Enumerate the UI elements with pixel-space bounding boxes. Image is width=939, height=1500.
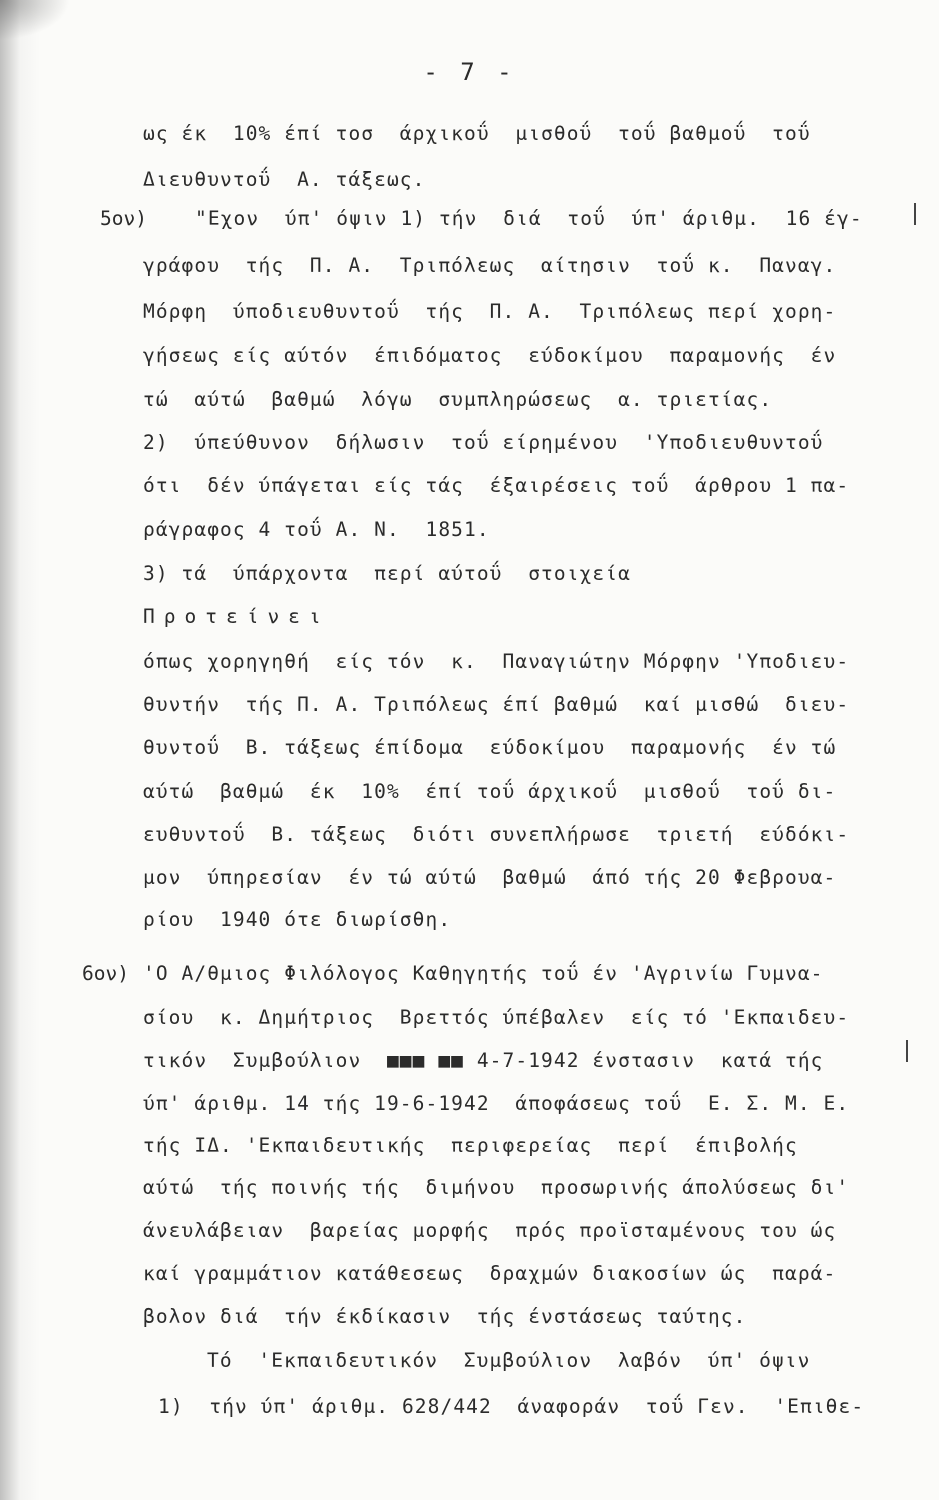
text-line: Τό 'Εκπαιδευτικόν Συμβούλιον λαβόν ύπ' όψιν [207, 1349, 811, 1372]
text-line: τικόν Συμβούλιον ■■■ ■■ 4-7-1942 ένστασιν κατά τής [143, 1049, 824, 1072]
text-line: γράφου τής Π. Α. Τριπόλεως αίτησιν τοΰ κ. Παναγ. [143, 254, 837, 277]
text-line: ρίου 1940 ότε διωρίσθη. [143, 908, 452, 931]
text-line: ύπ' άριθμ. 14 τής 19-6-1942 άποφάσεως τοΰ Ε. Σ. Μ. Ε. [143, 1092, 850, 1115]
margin-mark [906, 1040, 908, 1062]
text-line: μον ύπηρεσίαν έν τώ αύτώ βαθμώ άπό τής 20 Φεβρουα- [143, 866, 837, 889]
item-marker-5: 5ον) [100, 207, 147, 230]
text-line: τής ΙΔ. 'Εκπαιδευτικής περιφερείας περί έπιβολής [143, 1134, 798, 1157]
text-line: θυντοΰ Β. τάξεως έπίδομα εύδοκίμου παραμονής έν τώ [143, 736, 837, 759]
scan-edge-shadow [0, 0, 40, 1500]
text-line: Διευθυντοΰ Α. τάξεως. [143, 168, 426, 191]
text-line-heading: Προτείνει [143, 605, 330, 628]
text-line: τώ αύτώ βαθμώ λόγω συμπληρώσεως α. τριετίας. [143, 388, 773, 411]
text-line: σίου κ. Δημήτριος Βρεττός ύπέβαλεν είς τό 'Εκπαιδευ- [143, 1006, 850, 1029]
text-line: "Εχον ύπ' όψιν 1) τήν διά τοΰ ύπ' άριθμ. 16 έγ- [195, 207, 863, 230]
text-line: ως έκ 10% έπί τοσ άρχικοΰ μισθοΰ τοΰ βαθμοΰ τοΰ [143, 122, 811, 145]
text-line: ευθυντοΰ Β. τάξεως διότι συνεπλήρωσε τριετή εύδόκι- [143, 823, 850, 846]
page-number: - 7 - [423, 58, 516, 86]
text-line: αύτώ βαθμώ έκ 10% έπί τοΰ άρχικοΰ μισθοΰ τοΰ δι- [143, 780, 837, 803]
text-line: καί γραμμάτιον κατάθεσεως δραχμών διακοσίων ώς παρά- [143, 1262, 837, 1285]
text-line: 1) τήν ύπ' άριθμ. 628/442 άναφοράν τοΰ Γεν. 'Επιθε- [158, 1395, 865, 1418]
item-marker-6: 6ον) [82, 962, 129, 985]
text-line: θυντήν τής Π. Α. Τριπόλεως έπί βαθμώ καί μισθώ διευ- [143, 693, 850, 716]
text-line: άνευλάβειαν βαρείας μορφής πρός προϊσταμένους του ώς [143, 1219, 837, 1242]
text-line: γήσεως είς αύτόν έπιδόματος εύδοκίμου παραμονής έν [143, 344, 837, 367]
margin-mark [914, 203, 916, 225]
scan-corner-shadow [0, 0, 70, 40]
text-line: 'Ο Α/θμιος Φιλόλογος Καθηγητής τοΰ έν 'Αγρινίω Γυμνα- [143, 962, 824, 985]
text-line: όπως χορηγηθή είς τόν κ. Παναγιώτην Μόρφην 'Υποδιευ- [143, 650, 850, 673]
text-line: 3) τά ύπάρχοντα περί αύτοΰ στοιχεία [143, 562, 631, 585]
text-line: βολον διά τήν έκδίκασιν τής ένστάσεως ταύτης. [143, 1305, 747, 1328]
text-line: ότι δέν ύπάγεται είς τάς έξαιρέσεις τοΰ άρθρου 1 πα- [143, 474, 850, 497]
text-line: Μόρφη ύποδιευθυντοΰ τής Π. Α. Τριπόλεως περί χορη- [143, 300, 837, 323]
text-line: ράγραφος 4 τοΰ Α. Ν. 1851. [143, 518, 490, 541]
text-line: 2) ύπεύθυνον δήλωσιν τοΰ είρημένου 'Υποδιευθυντοΰ [143, 431, 824, 454]
text-line: αύτώ τής ποινής τής διμήνου προσωρινής άπολύσεως δι' [143, 1176, 850, 1199]
